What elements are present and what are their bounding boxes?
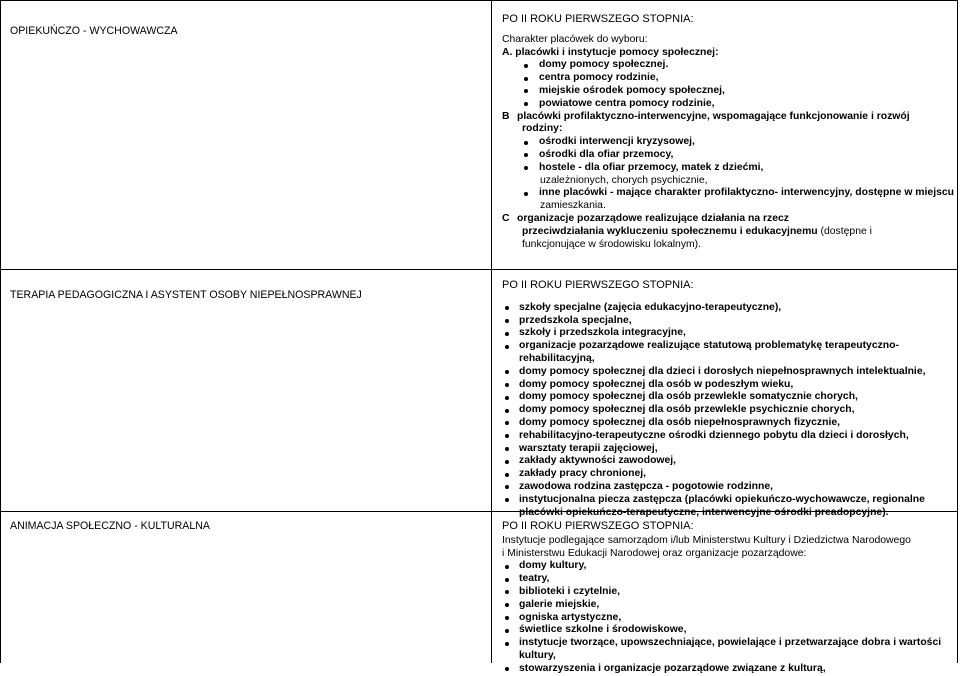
list-item: organizacje pozarządowe realizujące statutową problematykę terapeutyczno- rehabilitacyjną, [502, 340, 954, 366]
list-item: zakłady pracy chronionej, [502, 468, 954, 481]
section-b-list [502, 136, 954, 174]
list-item: centra pomocy rodzinie, [502, 72, 954, 85]
list-item: galerie miejskie, [502, 599, 954, 612]
section-a-title: A. placówki i instytucje pomocy społecznej: [502, 46, 719, 58]
list-item: warsztaty terapii zajęciowej, [502, 443, 954, 456]
column-divider [491, 0, 492, 663]
list-item: biblioteki i czytelnie, [502, 586, 954, 599]
list-item: ośrodki dla ofiar przemocy, [502, 149, 954, 162]
list-item-cont: uzależnionych, chorych psychicznie, [540, 174, 708, 186]
list-item: instytucje tworzące, upowszechniające, powielające i przetwarzające dobra i wartości kultury, [502, 637, 954, 663]
row-content [502, 520, 954, 676]
row-content [502, 279, 954, 519]
list-item: domy pomocy społecznej dla osób przewlekle psychicznie chorych, [502, 404, 954, 417]
list-item: miejskie ośrodek pomocy społecznej, [502, 85, 954, 98]
row-divider-1 [0, 269, 958, 270]
row-content [502, 13, 954, 251]
list-item: przedszkola specjalne, [502, 315, 954, 328]
list-item: stowarzyszenia i organizacje pozarządowe związane z kulturą, [502, 663, 954, 676]
list-item: domy kultury, [502, 560, 954, 573]
list-item: szkoły specjalne (zajęcia edukacyjno-terapeutyczne), [502, 302, 954, 315]
specialization-label: TERAPIA PEDAGOGICZNA I ASYSTENT OSOBY NIEPEŁNOSPRAWNEJ [10, 289, 362, 301]
specialization-label: OPIEKUŃCZO - WYCHOWAWCZA [10, 25, 178, 37]
section-heading: PO II ROKU PIERWSZEGO STOPNIA: [502, 279, 694, 291]
list-item: domy pomocy społecznej dla osób przewlekle somatycznie chorych, [502, 391, 954, 404]
list-item-cont: zamieszkania. [540, 200, 606, 212]
section-c-line2: przeciwdziałania wykluczeniu społecznemu i edukacyjnemu (dostępne i [522, 225, 872, 237]
list-item: instytucjonalna piecza zastępcza (placówki opiekuńczo-wychowawcze, regionalne placówki opiekuńczo-terapeutyczne, interwencyjne ośrodki preadopcyjne). [502, 494, 954, 520]
intro-text: Charakter placówek do wyboru: [502, 33, 648, 45]
list-item: domy pomocy społecznej dla dzieci i dorosłych niepełnosprawnych intelektualnie, [502, 366, 954, 379]
placement-list [502, 560, 954, 675]
list-item: domy pomocy społecznej dla osób niepełnosprawnych fizycznie, [502, 417, 954, 430]
list-item: szkoły i przedszkola integracyjne, [502, 327, 954, 340]
list-item: powiatowe centra pomocy rodzinie, [502, 98, 954, 111]
section-a-list [502, 59, 954, 110]
section-c-line3: funkcjonujące w środowisku lokalnym). [522, 238, 702, 250]
specialization-label: ANIMACJA SPOŁECZNO - KULTURALNA [10, 520, 210, 532]
list-item: ośrodki interwencji kryzysowej, [502, 136, 954, 149]
list-item: hostele - dla ofiar przemocy, matek z dziećmi, [502, 162, 954, 175]
list-item: ogniska artystyczne, [502, 612, 954, 625]
list-item: zawodowa rodzina zastępcza - pogotowie rodzinne, [502, 481, 954, 494]
section-heading: PO II ROKU PIERWSZEGO STOPNIA: [502, 13, 694, 25]
section-b-title-cont: rodziny: [522, 123, 563, 135]
list-item: rehabilitacyjno-terapeutyczne ośrodki dziennego pobytu dla dzieci i dorosłych, [502, 430, 954, 443]
list-item: teatry, [502, 573, 954, 586]
intro-text: Instytucje podlegające samorządom i/lub Ministerstwu Kultury i Dziedzictwa Narodowego [502, 534, 911, 546]
table-border-left [0, 0, 1, 663]
list-item: domy pomocy społecznej dla osób w podeszłym wieku, [502, 379, 954, 392]
list-item: inne placówki - mające charakter profilaktyczno- interwencyjny, dostępne w miejscu [502, 187, 954, 200]
list-item: domy pomocy społecznej. [502, 59, 954, 72]
section-c-title: C organizacje pozarządowe realizujące działania na rzecz [502, 212, 789, 224]
list-item: świetlice szkolne i środowiskowe, [502, 624, 954, 637]
section-heading: PO II ROKU PIERWSZEGO STOPNIA: [502, 520, 694, 532]
table-border-right [957, 0, 958, 663]
placement-list [502, 302, 954, 520]
list-item: zakłady aktywności zawodowej, [502, 455, 954, 468]
table-border-top [0, 0, 958, 1]
section-b-title: B placówki profilaktyczno-interwencyjne, wspomagające funkcjonowanie i rozwój [502, 110, 910, 122]
intro-text-cont: i Ministerstwu Edukacji Narodowej oraz organizacje pozarządowe: [502, 547, 807, 559]
